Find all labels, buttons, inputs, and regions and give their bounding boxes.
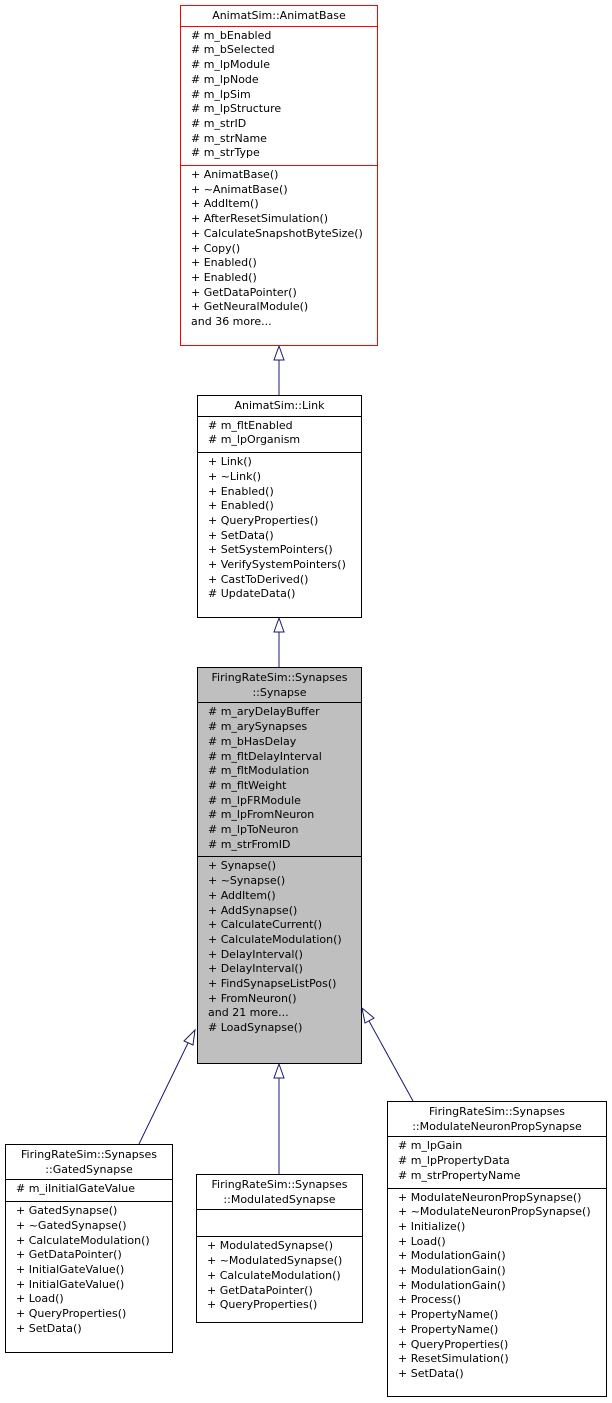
operation: + GetDataPointer() [191, 285, 297, 299]
class-title [388, 1102, 606, 1136]
attribute: # m_lpNode [191, 72, 259, 86]
operation: + CalculateCurrent() [208, 918, 322, 932]
operation: + ~ModulatedSynapse() [207, 1254, 343, 1268]
class-title [197, 1175, 362, 1209]
attribute: # m_lpFRModule [208, 793, 301, 807]
operation: + CastToDerived() [208, 572, 309, 586]
attribute: # m_lpOrganism [208, 433, 301, 447]
operation: + ~GatedSynapse() [16, 1218, 127, 1232]
class-modulated-synapse[interactable] [196, 1174, 363, 1323]
attributes-section [181, 26, 377, 165]
attribute: # m_lpGain [398, 1139, 463, 1153]
attribute: # m_fltDelayInterval [208, 749, 322, 763]
operation: + ModulationGain() [398, 1249, 506, 1263]
operation: + Enabled() [208, 484, 274, 498]
operation: + Link() [208, 455, 252, 469]
operation: + AfterResetSimulation() [191, 212, 329, 226]
empty-attributes [207, 1212, 356, 1232]
operation: + InitialGateValue() [16, 1262, 125, 1276]
attribute: # m_lpPropertyData [398, 1154, 510, 1168]
operation: + CalculateModulation() [16, 1233, 150, 1247]
operation: # LoadSynapse() [208, 1021, 303, 1035]
operation: + ~Synapse() [208, 874, 286, 888]
class-title [198, 668, 361, 702]
class-title [198, 396, 361, 416]
attributes-section [6, 1179, 172, 1201]
operation: + ModulateNeuronPropSynapse() [398, 1190, 582, 1204]
operation: + AddItem() [208, 888, 276, 902]
operation: + VerifySystemPointers() [208, 558, 346, 572]
operation: + PropertyName() [398, 1322, 499, 1336]
operation: + FromNeuron() [208, 991, 297, 1005]
attribute: # m_lpSim [191, 87, 251, 101]
operation: + Initialize() [398, 1219, 466, 1233]
class-synapse [197, 667, 362, 1064]
attribute: # m_strID [191, 116, 247, 130]
operations-section [388, 1188, 606, 1386]
class-gated-synapse[interactable] [5, 1144, 173, 1353]
operation: + DelayInterval() [208, 962, 303, 976]
attribute: # m_strType [191, 146, 260, 160]
operation: + AddSynapse() [208, 903, 298, 917]
operation: + Load() [16, 1292, 64, 1306]
attribute: # m_strName [191, 131, 267, 145]
attribute: # m_bSelected [191, 43, 275, 57]
operation: + GetDataPointer() [207, 1283, 313, 1297]
operation: + Load() [398, 1234, 446, 1248]
class-name: ::ModulatedSynapse [223, 1192, 336, 1206]
operation: + GetDataPointer() [16, 1248, 122, 1262]
operation: + SetSystemPointers() [208, 543, 333, 557]
operation: + ModulatedSynapse() [207, 1239, 334, 1253]
edge-gated-to-synapse [139, 1043, 188, 1144]
attribute: # m_strFromID [208, 837, 291, 851]
class-modulate-neuron-prop-synapse[interactable] [387, 1101, 607, 1397]
operation: + PropertyName() [398, 1308, 499, 1322]
operation: + SetData() [208, 528, 274, 542]
operation: + Process() [398, 1293, 462, 1307]
attribute: # m_lpFromNeuron [208, 808, 315, 822]
class-name: ::Synapse [252, 685, 307, 699]
inheritance-arrowhead [274, 618, 284, 632]
attribute: # m_lpToNeuron [208, 823, 299, 837]
class-name: ::ModulateNeuronPropSynapse [412, 1119, 582, 1133]
edge-modulateprop-to-synapse [369, 1021, 413, 1101]
inheritance-arrowhead [362, 1008, 374, 1023]
operation: + Enabled() [191, 270, 257, 284]
operations-section [198, 452, 361, 606]
operation: + ResetSimulation() [398, 1352, 509, 1366]
class-name: ::GatedSynapse [45, 1162, 133, 1176]
operation: + ModulationGain() [398, 1264, 506, 1278]
class-name: FiringRateSim::Synapses [211, 671, 348, 684]
attribute: # m_iInitialGateValue [16, 1182, 135, 1196]
operation: + Enabled() [208, 499, 274, 513]
operation: + GetNeuralModule() [191, 300, 309, 314]
class-title [6, 1145, 172, 1179]
class-name: FiringRateSim::Synapses [21, 1148, 157, 1161]
class-name: FiringRateSim::Synapses [429, 1105, 565, 1118]
operation: + QueryProperties() [398, 1337, 509, 1351]
operation: + AddItem() [191, 197, 259, 211]
attribute: # m_lpModule [191, 58, 270, 72]
operation: + Enabled() [191, 256, 257, 270]
operation: + SetData() [16, 1321, 82, 1335]
attribute: # m_arySynapses [208, 720, 308, 734]
operations-section [198, 856, 361, 1039]
operation: + ~ModulateNeuronPropSynapse() [398, 1205, 591, 1219]
attribute: # m_aryDelayBuffer [208, 705, 320, 719]
attribute: # m_lpStructure [191, 102, 282, 116]
attributes-section [198, 416, 361, 452]
operations-section [197, 1236, 362, 1317]
operations-section [181, 165, 377, 334]
operation: # UpdateData() [208, 587, 296, 601]
operation: + QueryProperties() [208, 513, 319, 527]
operation: + CalculateModulation() [207, 1268, 341, 1282]
more-members-link[interactable]: and 21 more... [208, 1006, 289, 1020]
operation: + DelayInterval() [208, 947, 303, 961]
attribute: # m_bHasDelay [208, 734, 297, 748]
attributes-section [197, 1209, 362, 1236]
inheritance-arrowhead [184, 1030, 195, 1045]
class-name: FiringRateSim::Synapses [211, 1178, 348, 1191]
operation: + ~Link() [208, 469, 262, 483]
operation: + QueryProperties() [207, 1298, 318, 1312]
class-name: AnimatSim::AnimatBase [212, 9, 346, 22]
inheritance-arrowhead [274, 346, 284, 360]
more-members-link[interactable]: and 36 more... [191, 315, 272, 329]
operation: + InitialGateValue() [16, 1277, 125, 1291]
operation: + AnimatBase() [191, 168, 279, 182]
operation: + QueryProperties() [16, 1307, 127, 1321]
class-name: AnimatSim::Link [234, 399, 325, 412]
operation: + Synapse() [208, 859, 276, 873]
operation: + SetData() [398, 1366, 464, 1380]
attributes-section [198, 702, 361, 856]
attribute: # m_fltWeight [208, 778, 287, 792]
attributes-section [388, 1136, 606, 1187]
attribute: # m_fltModulation [208, 764, 310, 778]
class-title [181, 6, 377, 26]
class-animatbase[interactable] [180, 5, 378, 346]
operation: + FindSynapseListPos() [208, 977, 337, 991]
operation: + ModulationGain() [398, 1278, 506, 1292]
operation: + CalculateSnapshotByteSize() [191, 226, 363, 240]
attribute: # m_fltEnabled [208, 418, 293, 432]
class-link[interactable] [197, 395, 362, 618]
attribute: # m_strPropertyName [398, 1168, 521, 1182]
operation: + CalculateModulation() [208, 932, 342, 946]
operations-section [6, 1201, 172, 1340]
inheritance-arrowhead [274, 1064, 284, 1078]
operation: + Copy() [191, 241, 241, 255]
operation: + ~AnimatBase() [191, 182, 288, 196]
attribute: # m_bEnabled [191, 28, 272, 42]
operation: + GatedSynapse() [16, 1204, 118, 1218]
